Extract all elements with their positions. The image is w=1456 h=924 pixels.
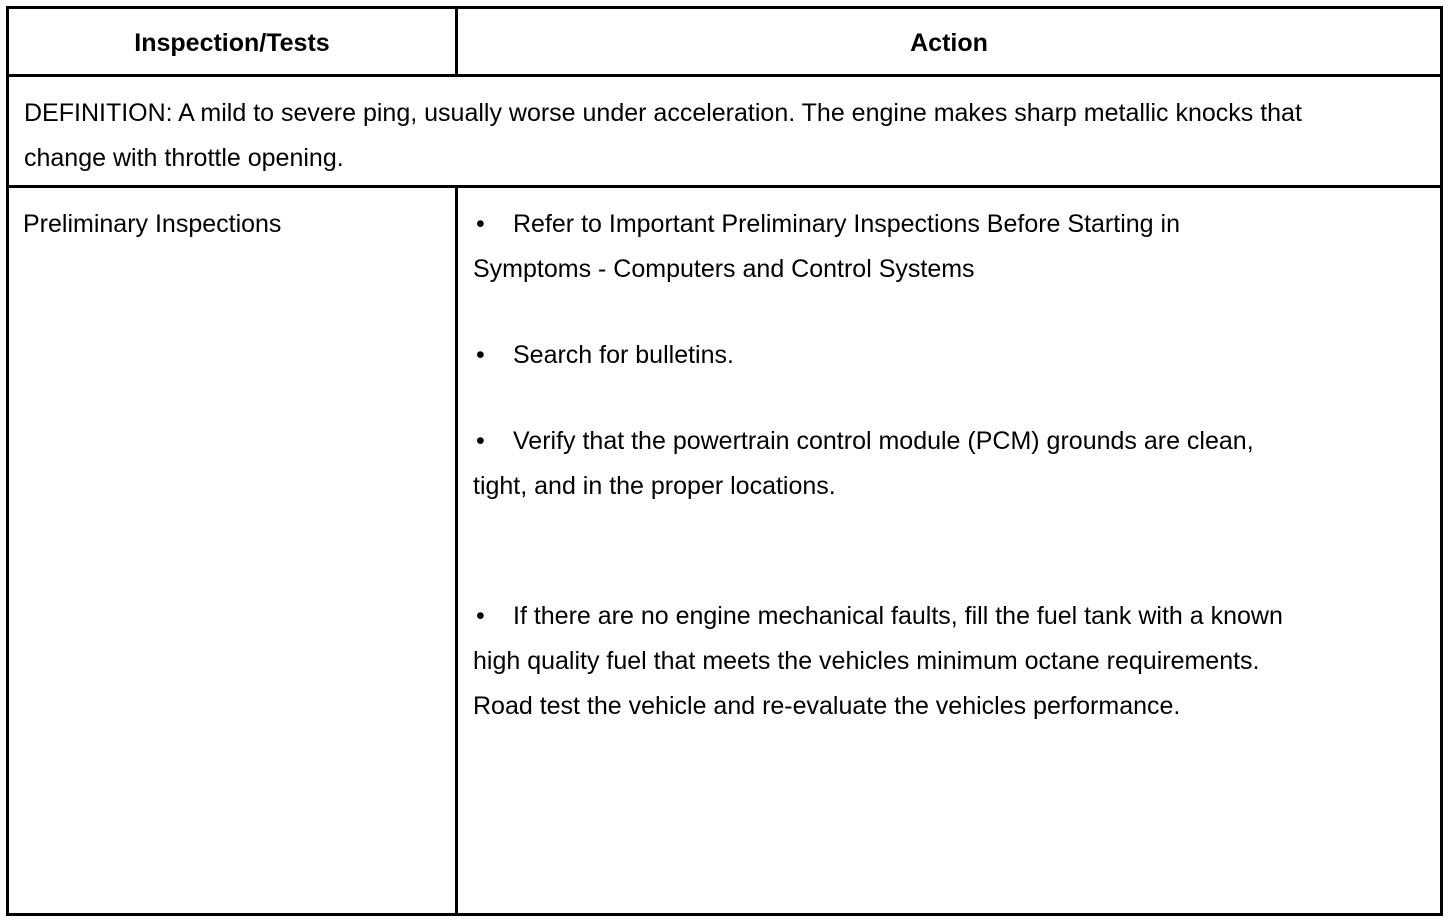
table-border-right [1440,6,1443,916]
header-divider [6,74,1443,77]
table-border-left [6,6,9,916]
action-item-text: Verify that the powertrain control module (PCM) grounds are clean, tight, and in the proper locations. [473,427,1254,500]
header-inspection-tests: Inspection/Tests [134,29,330,57]
bullet-icon: • [476,341,485,369]
action-item-text: Refer to Important Preliminary Inspections Before Starting in Symptoms - Computers and Control Systems [473,210,1180,283]
definition-text: DEFINITION: A mild to severe ping, usually worse under acceleration. The engine makes sharp metallic knocks that change with throttle opening. [24,99,1302,172]
action-item-text: Search for bulletins. [513,341,734,369]
action-item-2 [473,333,1293,378]
table-border-bottom [6,913,1443,916]
bullet-icon: • [476,427,485,455]
action-item-1 [473,202,1293,292]
inspection-preliminary: Preliminary Inspections [23,210,282,238]
bullet-icon: • [476,210,485,238]
action-item-text: If there are no engine mechanical faults, fill the fuel tank with a known high quality fuel that meets the vehicles minimum octane requirements. Road test the vehicle and re-evaluate the vehicles performance. [473,602,1283,720]
column-divider-body [455,185,458,916]
definition-divider [6,185,1443,188]
action-item-3 [473,419,1293,509]
bullet-icon: • [476,602,485,630]
header-action: Action [910,29,988,57]
action-item-4 [473,594,1293,729]
